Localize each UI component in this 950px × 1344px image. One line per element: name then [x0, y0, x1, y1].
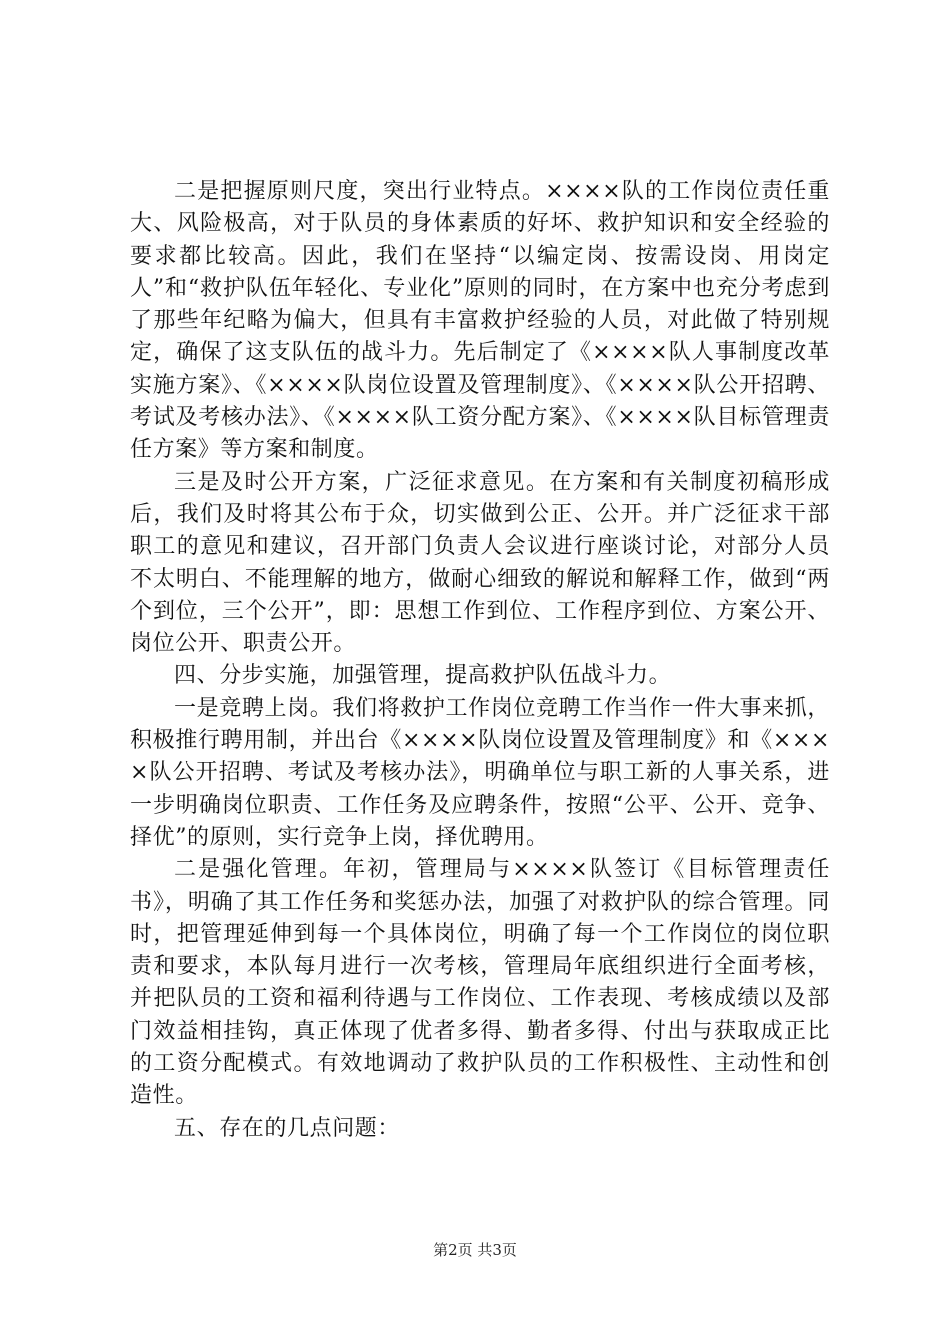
section-heading-four: 四、分步实施，加强管理，提高救护队伍战斗力。: [174, 663, 672, 689]
paragraph-management: 二是强化管理。年初，管理局与××××队签订《目标管理责任书》，明确了其工作任务和奖惩办法，加强了对救护队的综合管理。同时，把管理延伸到每一个具体岗位，明确了每一个工作岗位的岗位职责和要求，本队每月进行一次考核，管理局年底组织进行全面考核，并把队员的工资和福利待遇与工作岗位、工作表现、考核成绩以及部门效益相挂钩，真正体现了优者多得、勤者多得、付出与获取成正比的工资分配模式。有效地调动了救护队员的工作积极性、主动性和创造性。: [130, 857, 830, 1109]
document-body: [130, 176, 830, 1145]
section-heading-five: 五、存在的几点问题：: [174, 1115, 401, 1141]
paragraph-competition: 一是竞聘上岗。我们将救护工作岗位竞聘工作当作一件大事来抓，积极推行聘用制，并出台《××××队岗位设置及管理制度》和《××××队公开招聘、考试及考核办法》，明确单位与职工新的人事关系，进一步明确岗位职责、工作任务及应聘条件，按照“公平、公开、竞争、择优”的原则，实行竞争上岗，择优聘用。: [130, 695, 830, 850]
paragraph-publicity: 三是及时公开方案，广泛征求意见。在方案和有关制度初稿形成后，我们及时将其公布于众，切实做到公正、公开。并广泛征求干部职工的意见和建议，召开部门负责人会议进行座谈讨论，对部分人员不太明白、不能理解的地方，做耐心细致的解说和解释工作，做到“两个到位，三个公开”，即：思想工作到位、工作程序到位、方案公开、岗位公开、职责公开。: [130, 469, 830, 657]
paragraph-principles: 二是把握原则尺度，突出行业特点。××××队的工作岗位责任重大、风险极高，对于队员的身体素质的好坏、救护知识和安全经验的要求都比较高。因此，我们在坚持“以编定岗、按需设岗、用岗定人”和“救护队伍年轻化、专业化”原则的同时，在方案中也充分考虑到了那些年纪略为偏大，但具有丰富救护经验的人员，对此做了特别规定，确保了这支队伍的战斗力。先后制定了《××××队人事制度改革实施方案》、《××××队岗位设置及管理制度》、《××××队公开招聘、考试及考核办法》、《××××队工资分配方案》、《××××队目标管理责任方案》等方案和制度。: [130, 179, 830, 463]
page-footer: 第2页 共3页: [433, 1241, 517, 1259]
